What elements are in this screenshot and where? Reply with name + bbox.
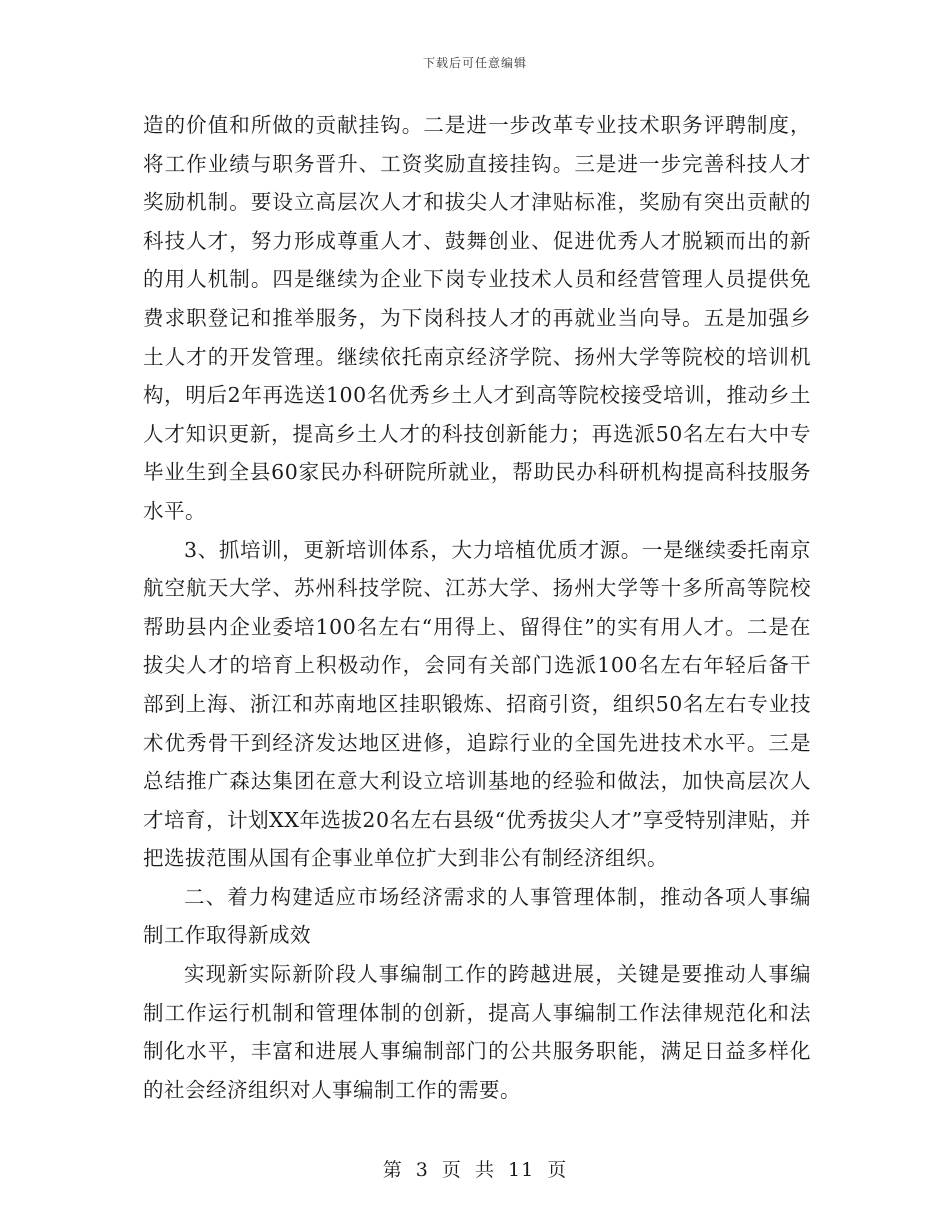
paragraph-2: 3、抓培训，更新培训体系，大力培植优质才源。一是继续委托南京航空航天大学、苏州科技学院、江苏大学、扬州大学等十多所高等院校帮助县内企业委培100名左右“用得上、留得住”的实有用人才。二是在拔尖人才的培育上积极动作，会同有关部门选派100名左右年轻后备干部到上海、浙江和苏南地区挂职锻炼、招商引资，组织50名左右专业技术优秀骨干到经济发达地区进修，追踪行业的全国先进技术水平。三是总结推广森达集团在意大利设立培训基地的经验和做法，加快高层次人才培育，计划XX年选拔20名左右县级“优秀拔尖人才”享受特别津贴，并把选拔范围从国有企事业单位扩大到非公有制经济组织。 [143,537,811,871]
paragraph-1: 造的价值和所做的贡献挂钩。二是进一步改革专业技术职务评聘制度，将工作业绩与职务晋升、工资奖励直接挂钩。三是进一步完善科技人才奖励机制。要设立高层次人才和拔尖人才津贴标准，奖励有突出贡献的科技人才，努力形成尊重人才、鼓舞创业、促进优秀人才脱颖而出的新的用人机制。四是继续为企业下岗专业技术人员和经营管理人员提供免费求职登记和推举服务，为下岗科技人才的再就业当向导。五是加强乡土人才的开发管理。继续依托南京经济学院、扬州大学等院校的培训机构，明后2年再选送100名优秀乡土人才到高等院校接受培训，推动乡土人才知识更新，提高乡土人才的科技创新能力；再选派50名左右大中专毕业生到全县60家民办科研院所就业，帮助民办科研机构提高科技服务水平。 [143,113,811,523]
page-header: 下载后可任意编辑 [422,56,527,70]
page-number: 第 3 页 共 11 页 [382,1159,568,1181]
document-body [143,106,811,1109]
paragraph-3: 实现新实际新阶段人事编制工作的跨越进展，关键是要推动人事编制工作运行机制和管理体制的创新，提高人事编制工作法律规范化和法制化水平，丰富和进展人事编制部门的公共服务职能，满足日益多样化的社会经济组织对人事编制工作的需要。 [143,962,811,1102]
section-heading: 二、着力构建适应市场经济需求的人事管理体制，推动各项人事编制工作取得新成效 [143,884,811,948]
